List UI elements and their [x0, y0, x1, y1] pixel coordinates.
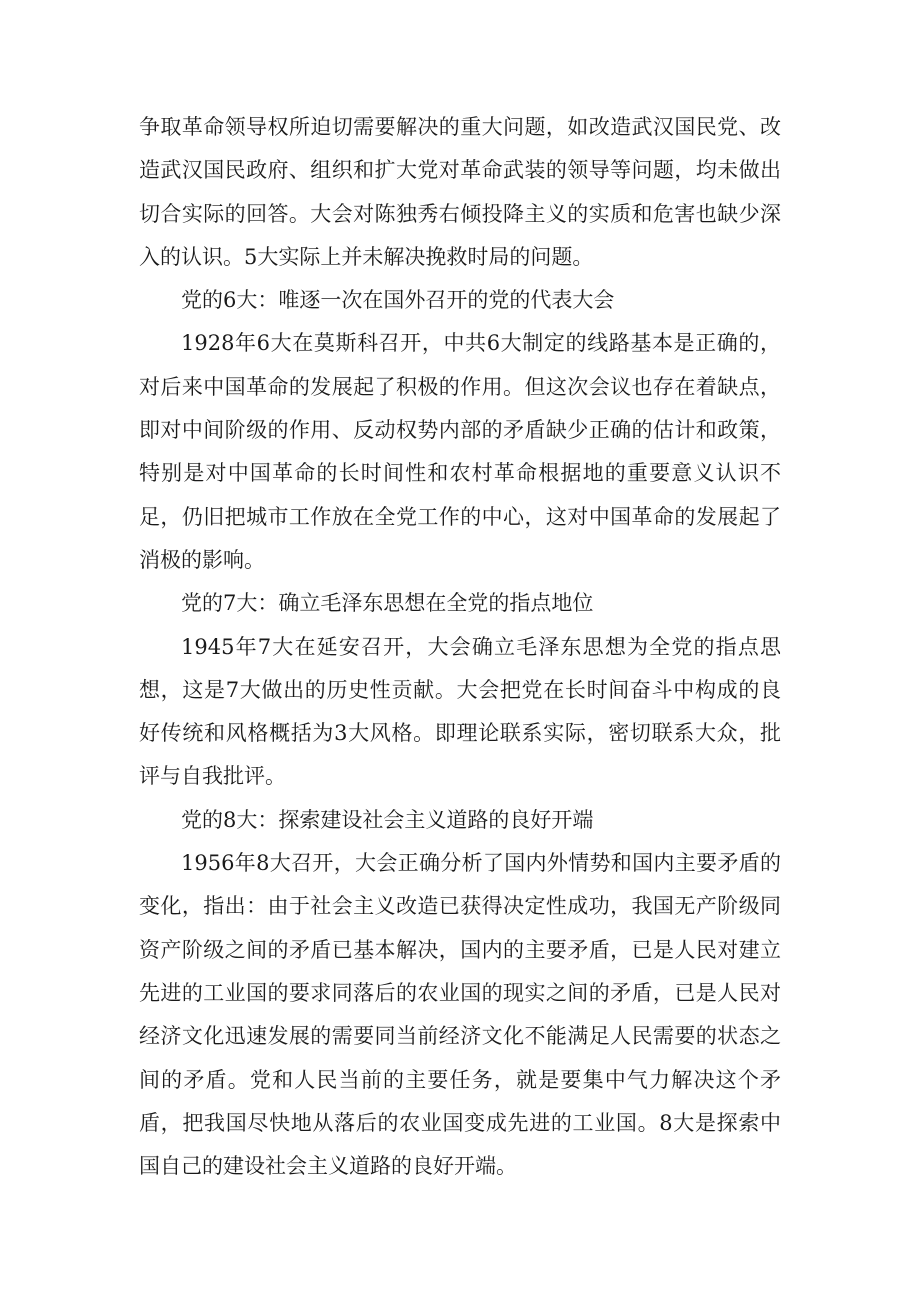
- paragraph-8th-congress: 1956年8大召开，大会正确分析了国内外情势和国内主要矛盾的变化，指出：由于社会主义改造已获得决定性成功，我国无产阶级同资产阶级之间的矛盾已基本解决，国内的主要矛盾，已是人民对建立先进的工业国的要求同落后的农业国的现实之间的矛盾，已是人民对经济文化迅速发展的需要同当前经济文化不能满足人民需要的状态之间的矛盾。党和人民当前的主要任务，就是要集中气力解决这个矛盾，把我国尽快地从落后的农业国变成先进的工业国。8大是探索中国自己的建设社会主义道路的良好开端。: [139, 851, 781, 1179]
- paragraph-6th-congress: 1928年6大在莫斯科召开，中共6大制定的线路基本是正确的，对后来中国革命的发展起了积极的作用。但这次会议也存在着缺点，即对中间阶级的作用、反动权势内部的矛盾缺少正确的估计和政策，特别是对中国革命的长时间性和农村革命根据地的重要意义认识不足，仍旧把城市工作放在全党工作的中心，这对中国革命的发展起了消极的影响。: [139, 331, 781, 572]
- paragraph-5th-congress-continued: 争取革命领导权所迫切需要解决的重大问题，如改造武汉国民党、改造武汉国民政府、组织和扩大党对革命武装的领导等问题，均未做出切合实际的回答。大会对陈独秀右倾投降主义的实质和危害也缺少深入的认识。5大实际上并未解决挽救时局的问题。: [139, 115, 781, 269]
- section-heading-8th-congress: 党的8大：探索建设社会主义道路的良好开端: [181, 807, 594, 832]
- paragraph-7th-congress: 1945年7大在延安召开，大会确立毛泽东思想为全党的指点思想，这是7大做出的历史性贡献。大会把党在长时间奋斗中构成的良好传统和风格概括为3大风格。即理论联系实际，密切联系大众，批评与自我批评。: [139, 634, 781, 789]
- document-body: [139, 106, 781, 1188]
- section-heading-7th-congress: 党的7大：确立毛泽东思想在全党的指点地位: [181, 591, 594, 616]
- section-heading-6th-congress: 党的6大：唯逐一次在国外召开的党的代表大会: [181, 288, 615, 313]
